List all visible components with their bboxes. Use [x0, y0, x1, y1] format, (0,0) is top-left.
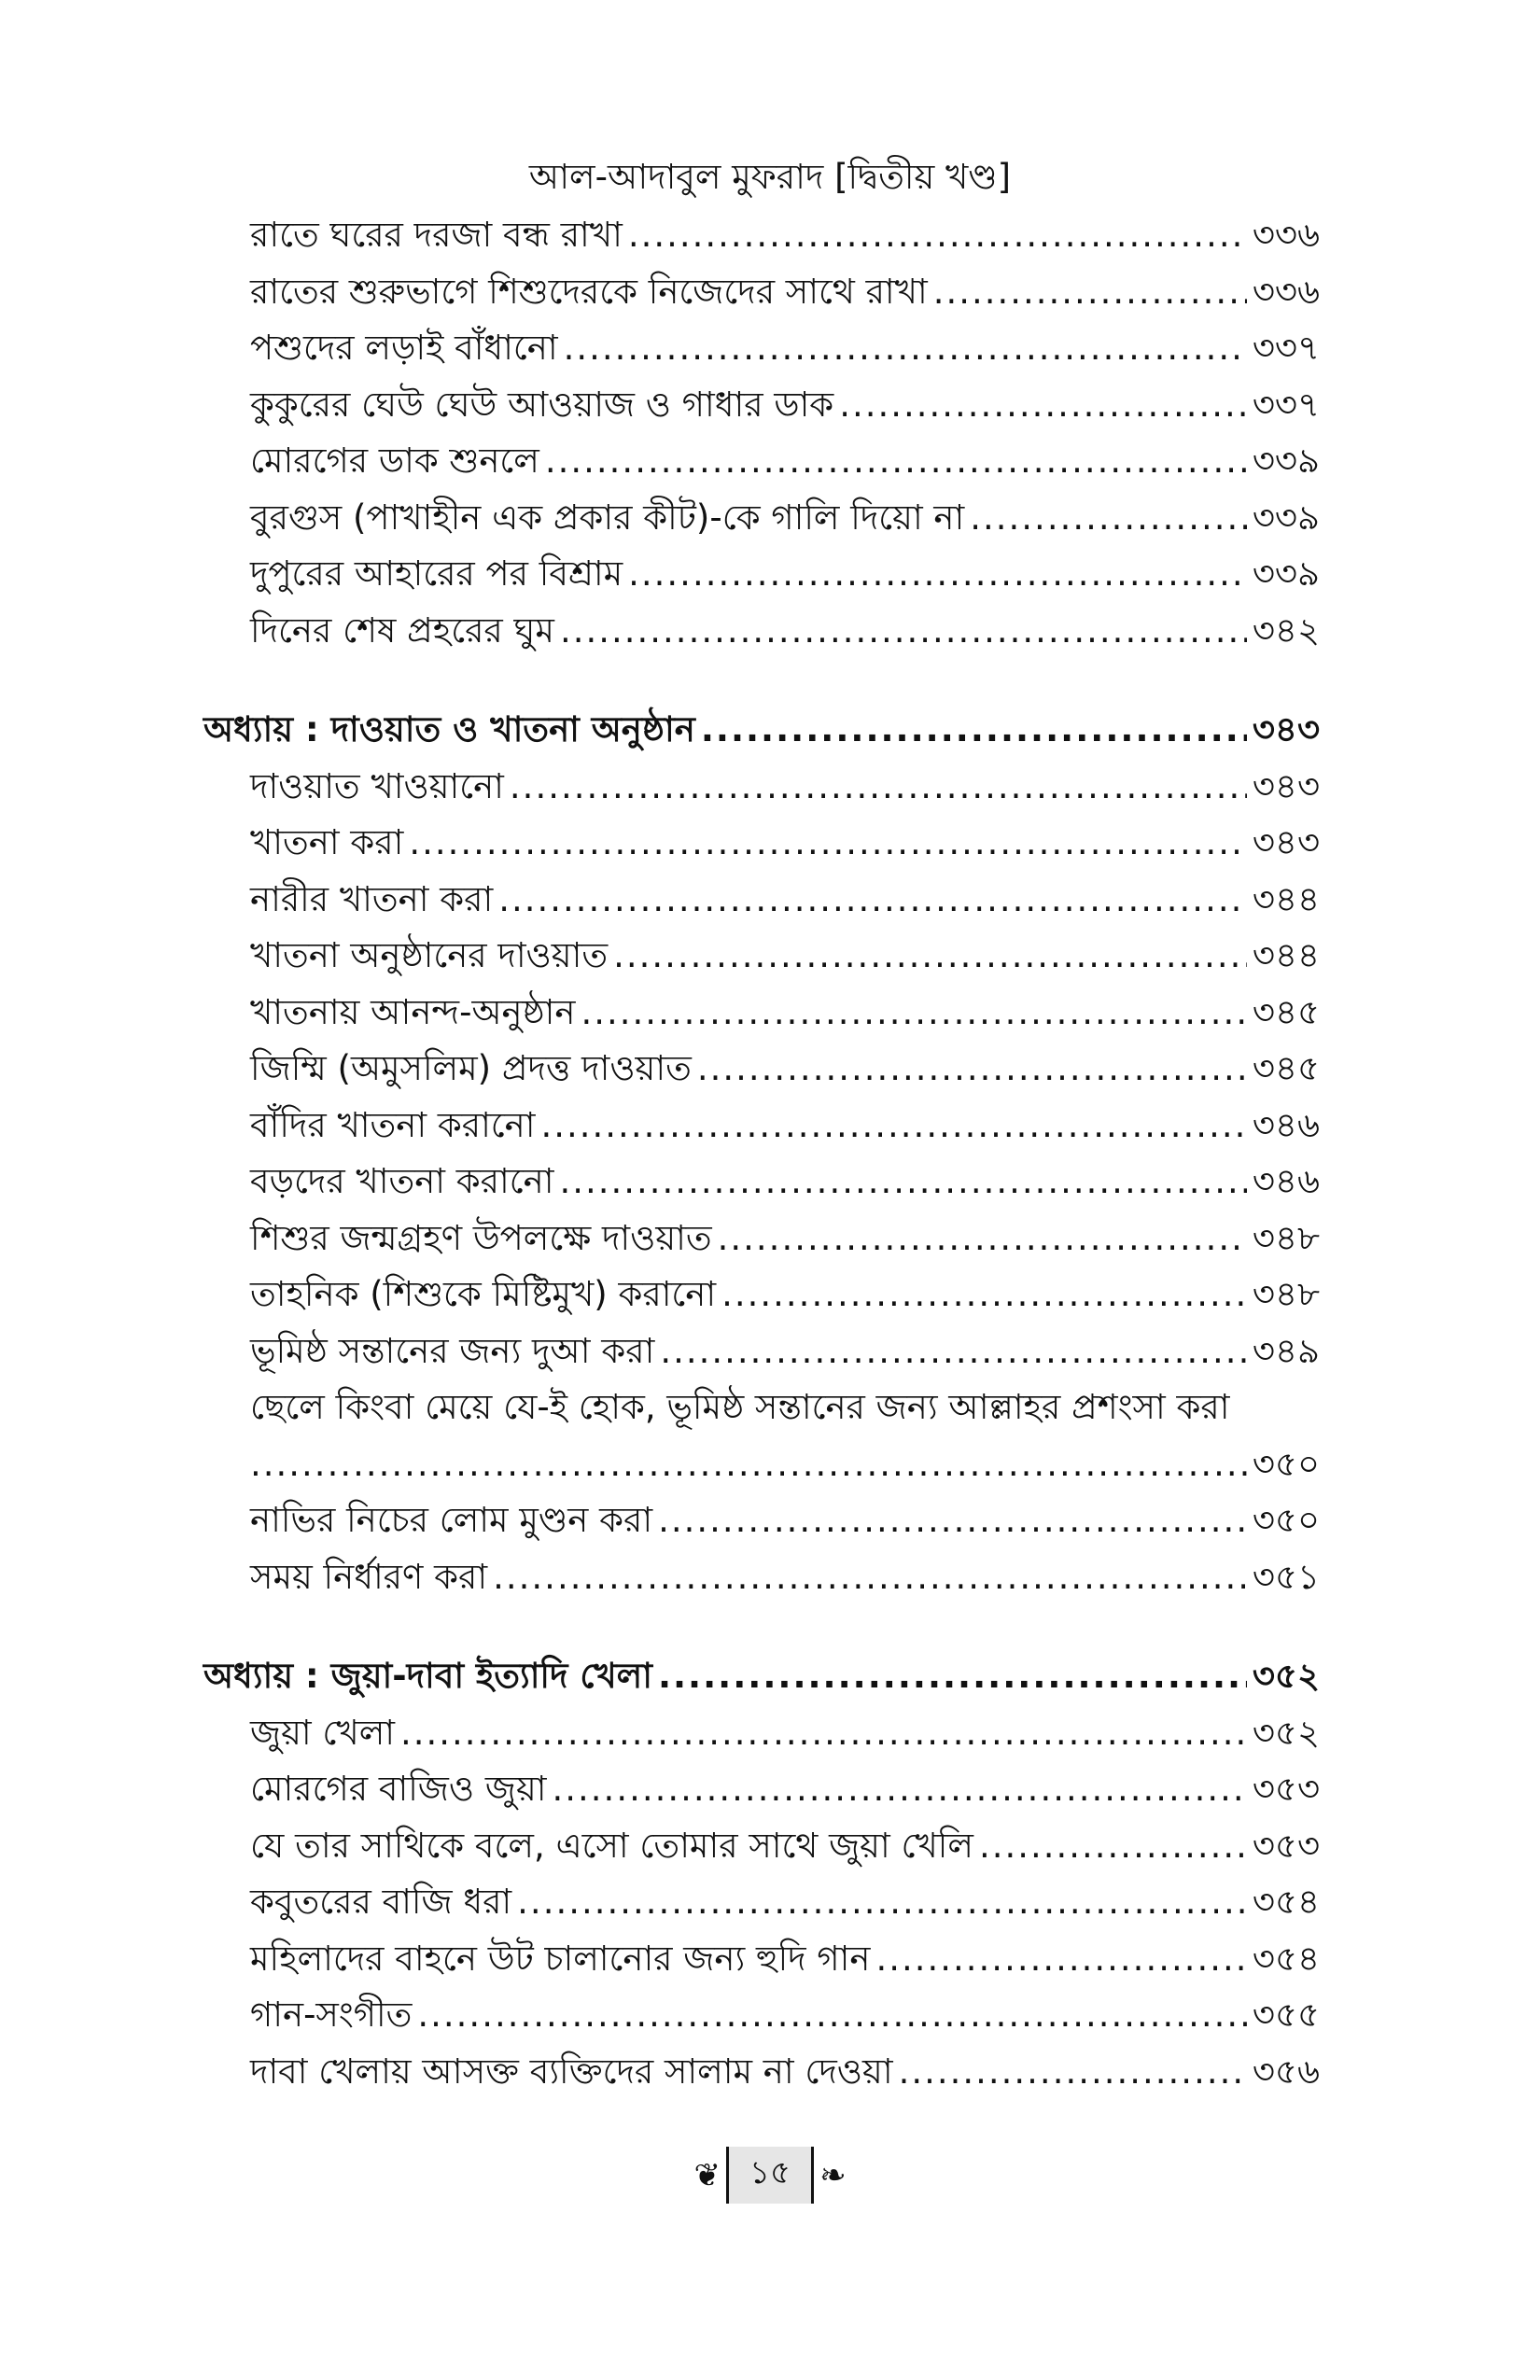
toc-entry-page: ৩৪৪ [1252, 878, 1320, 919]
page-number: ১৫ [726, 2147, 814, 2204]
toc-entry-page: ৩৪৬ [1252, 1161, 1320, 1201]
toc-entry-title: পশুদের লড়াই বাঁধানো [250, 328, 558, 368]
dot-leader [613, 928, 1247, 984]
toc-entry-page: ৩৪৫ [1252, 1048, 1320, 1088]
dot-leader [658, 1492, 1247, 1548]
dot-leader [979, 1818, 1247, 1874]
toc-entry [250, 1492, 1320, 1548]
toc-entry [250, 928, 1320, 984]
toc-entry-title: কবুতরের বাজি ধরা [250, 1882, 512, 1922]
toc-entry-title: বাঁদির খাতনা করানো [250, 1104, 536, 1145]
toc-entry-title: সময় নির্ধারণ করা [250, 1556, 488, 1597]
toc-entry [250, 433, 1320, 489]
toc-entry-continuation [250, 1436, 1320, 1492]
dot-leader [510, 759, 1247, 815]
toc-entry-title: খাতনায় আনন্দ-অনুষ্ঠান [250, 991, 576, 1032]
toc-entry-title: নাভির নিচের লোম মুণ্ডন করা [250, 1500, 653, 1540]
toc-entry [250, 1154, 1320, 1210]
toc-entry-page: ৩৪৩ [1252, 822, 1320, 862]
toc-entry-title: দাওয়াত খাওয়ানো [250, 765, 504, 806]
dot-leader [660, 1323, 1247, 1379]
toc-entry [250, 985, 1320, 1041]
dot-leader [540, 1098, 1246, 1154]
toc-entry [250, 1041, 1320, 1097]
dot-leader [250, 1436, 1247, 1492]
toc-entry-title: রাতের শুরুভাগে শিশুদেরকে নিজেদের সাথে রাখা [250, 271, 928, 312]
dot-leader [970, 490, 1247, 546]
toc-entry [250, 546, 1320, 602]
toc-entry-title: দুপুরের আহারের পর বিশ্রাম [250, 553, 623, 594]
dot-leader [553, 1761, 1247, 1817]
toc-entry-title: কুকুরের ঘেউ ঘেউ আওয়াজ ও গাধার ডাক [250, 384, 834, 425]
toc-entry [250, 1323, 1320, 1379]
dot-leader [875, 1931, 1246, 1987]
toc-entry [250, 759, 1320, 815]
toc-entry-page: ৩৫৪ [1252, 1882, 1320, 1922]
toc-entry [250, 377, 1320, 433]
toc-entry [250, 1098, 1320, 1154]
dot-leader [560, 603, 1247, 659]
toc-entry-title-wrapped: ছেলে কিংবা মেয়ে যে-ই হোক, ভূমিষ্ঠ সন্তানের জন্য আল্লাহর প্রশংসা করা [250, 1387, 1230, 1427]
toc-entry-page: ৩৩৭ [1252, 384, 1320, 425]
toc-entry [250, 2044, 1320, 2100]
dot-leader [581, 985, 1247, 1041]
toc-entry [250, 490, 1320, 546]
dot-leader [933, 264, 1247, 320]
dot-leader [559, 1154, 1246, 1210]
dot-leader [417, 1987, 1247, 2043]
dot-leader [628, 207, 1247, 263]
toc-entry-title: মোরগের ডাক শুনলে [250, 441, 539, 481]
toc-entry-title: খাতনা অনুষ্ঠানের দাওয়াত [250, 935, 609, 975]
toc-entry [250, 603, 1320, 659]
toc-entry [250, 1931, 1320, 1987]
toc-entry-title: তাহনিক (শিশুকে মিষ্টিমুখ) করানো [250, 1274, 717, 1314]
toc-entry-title: নারীর খাতনা করা [250, 878, 494, 919]
toc-entry-page: ৩৫৬ [1252, 2051, 1320, 2092]
toc-entry-page: ৩৩৬ [1252, 271, 1320, 312]
toc-entry-title: শিশুর জন্মগ্রহণ উপলক্ষে দাওয়াত [250, 1217, 712, 1258]
right-ornament-icon: ❧ [819, 2156, 847, 2194]
toc-entry-title: বুরগুস (পাখাহীন এক প্রকার কীট)-কে গালি দিয়ো না [250, 497, 965, 538]
dot-leader [899, 2044, 1247, 2100]
toc-entry-page: ৩৩৯ [1252, 553, 1320, 594]
toc-entry-page: ৩৪৫ [1252, 991, 1320, 1032]
toc-entry-title: জুয়া খেলা [250, 1712, 395, 1753]
toc-entry [250, 872, 1320, 928]
toc-entry-title: খাতনা করা [250, 822, 404, 862]
dot-leader [721, 1267, 1247, 1323]
toc-entry-page: ৩৫৪ [1252, 1938, 1320, 1979]
toc-entry-title: দিনের শেষ প্রহরের ঘুম [250, 609, 554, 651]
toc-entry-page: ৩৩৭ [1252, 328, 1320, 368]
toc-entry-page: ৩৫৩ [1252, 1825, 1320, 1866]
dot-leader [628, 546, 1247, 602]
toc-entry [250, 1549, 1320, 1605]
toc-entry-page: ৩৪৯ [1252, 1330, 1320, 1371]
toc-entry-title: রাতে ঘরের দরজা বন্ধ রাখা [250, 215, 623, 255]
toc-entry [250, 207, 1320, 263]
toc-entry-title: বড়দের খাতনা করানো [250, 1161, 554, 1201]
chapter-heading-title: অধ্যায় : দাওয়াত ও খাতনা অনুষ্ঠান [203, 709, 695, 749]
dot-leader [498, 872, 1247, 928]
dot-leader [718, 1211, 1247, 1267]
page-number-box [693, 2147, 846, 2204]
chapter-heading-page: ৩৫২ [1252, 1656, 1320, 1696]
toc-entry [250, 1874, 1320, 1930]
toc-entry [250, 1761, 1320, 1817]
dot-leader [400, 1705, 1247, 1761]
toc-entry-page: ৩৫০ [1252, 1500, 1320, 1540]
toc-entry-page: ৩৪৬ [1252, 1104, 1320, 1145]
toc-entry-page: ৩৫১ [1252, 1556, 1320, 1597]
dot-leader [839, 377, 1247, 433]
dot-leader [701, 702, 1247, 758]
page-footer [0, 2147, 1540, 2204]
toc-entry-page: ৩৪৩ [1252, 765, 1320, 806]
chapter-heading-page: ৩৪৩ [1252, 709, 1320, 749]
toc-entry-page: ৩৪৮ [1252, 1217, 1320, 1258]
toc-entry-page: ৩৩৯ [1252, 497, 1320, 538]
toc-entry-title: মহিলাদের বাহনে উট চালানোর জন্য হুদি গান [250, 1938, 871, 1979]
toc-entry-page: ৩৫৫ [1252, 1995, 1320, 2035]
chapter-heading [203, 702, 1320, 758]
toc-entry [250, 1818, 1320, 1874]
toc-entry [250, 320, 1320, 376]
toc-entry [250, 815, 1320, 871]
dot-leader [517, 1874, 1247, 1930]
toc-entry-title: যে তার সাথিকে বলে, এসো তোমার সাথে জুয়া খেলি [250, 1825, 973, 1866]
toc-entry-title: গান-সংগীত [250, 1995, 413, 2035]
dot-leader [697, 1041, 1247, 1097]
toc-entry-title: দাবা খেলায় আসক্ত ব্যক্তিদের সালাম না দেওয়া [250, 2051, 893, 2092]
page-header: আল-আদাবুল মুফরাদ [দ্বিতীয় খণ্ড] [528, 157, 1012, 197]
toc-entry-page: ৩৫৩ [1252, 1769, 1320, 1809]
toc-entry [250, 1211, 1320, 1267]
dot-leader [409, 815, 1247, 871]
chapter-heading-title: অধ্যায় : জুয়া-দাবা ইত্যাদি খেলা [203, 1656, 652, 1696]
dot-leader [493, 1549, 1247, 1605]
left-ornament-icon: ❦ [693, 2156, 721, 2194]
dot-leader [658, 1648, 1247, 1704]
toc-entry-page: ৩৩৯ [1252, 441, 1320, 481]
dot-leader [545, 433, 1247, 489]
toc-entry-page: ৩৫২ [1252, 1712, 1320, 1753]
toc-entry-page: ৩৪২ [1252, 609, 1320, 651]
toc-entry-title: ভূমিষ্ঠ সন্তানের জন্য দুআ করা [250, 1330, 655, 1371]
toc-entry-title: জিম্মি (অমুসলিম) প্রদত্ত দাওয়াত [250, 1048, 692, 1088]
toc-entry [250, 1705, 1320, 1761]
toc-entry [250, 1987, 1320, 2043]
toc-entry-title: মোরগের বাজিও জুয়া [250, 1769, 547, 1809]
toc-entry-page: ৩৩৬ [1252, 215, 1320, 255]
dot-leader [564, 320, 1247, 376]
toc-entry-page: ৩৫০ [1252, 1443, 1320, 1484]
toc-entry [250, 264, 1320, 320]
toc-entry-page: ৩৪৪ [1252, 935, 1320, 975]
toc-entry [250, 1267, 1320, 1323]
chapter-heading [203, 1648, 1320, 1704]
toc-entry-page: ৩৪৮ [1252, 1274, 1320, 1314]
